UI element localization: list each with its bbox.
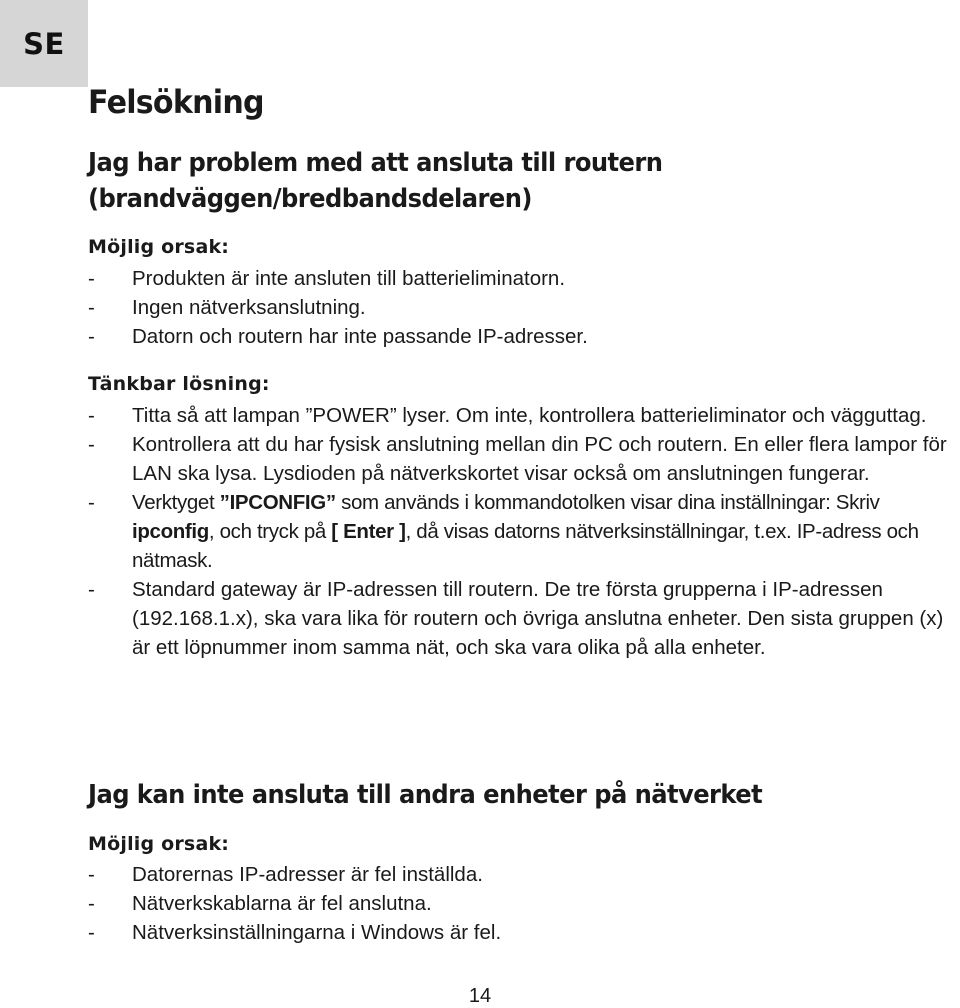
- section1-solution-label: Tänkbar lösning:: [88, 373, 270, 395]
- list-item: - Produkten är inte ansluten till batterieliminatorn.: [88, 267, 566, 290]
- page-number: 14: [468, 985, 492, 1007]
- list-item: - Nätverkskablarna är fel anslutna.: [88, 892, 432, 915]
- list-item: - Datorernas IP-adresser är fel inställda.: [88, 863, 483, 886]
- list-item: - Ingen nätverksanslutning.: [88, 296, 366, 319]
- ipconfig-tool-name: ”IPCONFIG”: [219, 491, 336, 514]
- list-item: - Kontrollera att du har fysisk anslutning mellan din PC och routern. En eller flera lampor för LAN ska lysa. Lysdioden på nätverkskortet visar också om anslutningen fungerar.: [88, 433, 947, 485]
- section2-heading: Jag kan inte ansluta till andra enheter på nätverket: [88, 780, 763, 810]
- section2-cause-label: Möjlig orsak:: [88, 833, 230, 855]
- list-item: - Datorn och routern har inte passande IP-adresser.: [88, 325, 588, 348]
- ipconfig-command: ipconfig: [132, 520, 209, 543]
- list-item: - Nätverksinställningarna i Windows är fel.: [88, 921, 502, 944]
- page-title: Felsökning: [88, 83, 264, 121]
- section1-heading-line2: (brandväggen/bredbandsdelaren): [88, 184, 532, 214]
- section2-cause-list: [88, 860, 958, 947]
- language-tab-label: SE: [23, 26, 65, 61]
- list-item: - Verktyget ”IPCONFIG” som används i kommandotolken visar dina inställningar: Skriv ipconfig, och tryck på [ Enter ], då visas datorns nätverksinställningar, t.ex. IP-adress och nätmask.: [88, 491, 919, 572]
- section1-heading-line1: Jag har problem med att ansluta till routern: [88, 148, 663, 178]
- list-item: - Standard gateway är IP-adressen till routern. De tre första grupperna i IP-adressen (192.168.1.x), ska vara lika för routern och övriga anslutna enheter. Den sista gruppen (x) är ett löpnummer inom samma nät, och ska vara olika på alla enheter.: [88, 578, 944, 659]
- list-item: - Titta så att lampan ”POWER” lyser. Om inte, kontrollera batterieliminator och vägguttag.: [88, 404, 927, 427]
- section1-cause-list: [88, 264, 958, 351]
- enter-key: [ Enter ]: [331, 520, 406, 543]
- language-tab: [0, 0, 88, 87]
- section1-solution-list: [88, 401, 958, 662]
- section1-cause-label: Möjlig orsak:: [88, 236, 230, 258]
